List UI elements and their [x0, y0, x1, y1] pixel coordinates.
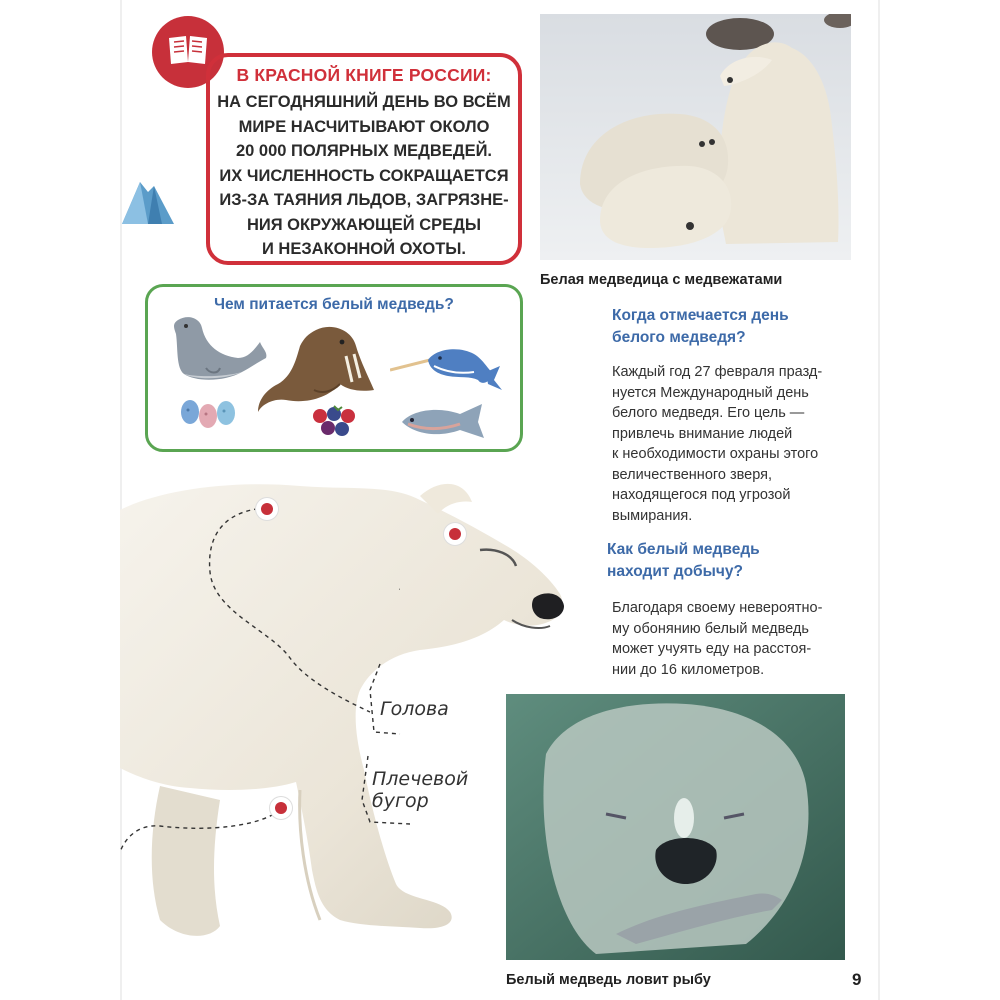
- walrus-icon: [256, 320, 378, 416]
- question-1-title-line: белого медведя?: [612, 329, 746, 346]
- label-head: Голова: [380, 698, 449, 720]
- question-2-line: нии до 16 километров.: [612, 661, 765, 678]
- question-2-title-line: Как белый медведь: [607, 541, 760, 558]
- fish-icon: [398, 400, 490, 442]
- red-book-line: НА СЕГОДНЯШНИЙ ДЕНЬ ВО ВСЁМ: [217, 93, 511, 111]
- page-edge-right: [878, 0, 880, 1000]
- seal-icon: [166, 312, 270, 386]
- question-1-title: [612, 305, 789, 349]
- bears-photo: [540, 14, 851, 260]
- question-2-title: [607, 539, 760, 583]
- question-1-line: находящегося под угрозой: [612, 487, 791, 503]
- bears-photo-caption: Белая медведица с медвежатами: [540, 272, 783, 288]
- diet-box-title: Чем питается белый медведь?: [214, 296, 454, 313]
- marker-eye-dot: [444, 523, 466, 545]
- label-shoulder-line2: бугор: [372, 790, 429, 812]
- question-2-line: может учуять еду на расстоя-: [612, 641, 812, 657]
- label-brackets: [340, 660, 420, 860]
- narwhal-icon: [390, 330, 502, 394]
- berries-icon: [306, 404, 368, 440]
- question-2-title-line: находит добычу?: [607, 563, 743, 580]
- fishing-bear-photo: [506, 694, 845, 960]
- label-shoulder-line1: Плечевой: [372, 768, 469, 790]
- question-2-text: [612, 598, 822, 680]
- question-1-line: вымирания.: [612, 507, 693, 524]
- red-book-line: МИРЕ НАСЧИТЫВАЮТ ОКОЛО: [238, 117, 490, 136]
- question-2-line: му обонянию белый медведь: [612, 620, 809, 637]
- marker-shoulder-dot: [270, 797, 292, 819]
- question-1-line: привлечь внимание людей: [612, 425, 793, 442]
- red-book-text: [206, 90, 522, 262]
- question-1-line: величественного зверя,: [612, 466, 772, 483]
- red-book-line: ИХ ЧИСЛЕННОСТЬ СОКРАЩАЕТСЯ: [219, 166, 509, 185]
- question-1-line: к необходимости охраны этого: [612, 446, 819, 462]
- question-1-line: Каждый год 27 февраля празд-: [612, 364, 823, 380]
- iceberg-icon: [118, 176, 178, 228]
- red-book-line: ИЗ-ЗА ТАЯНИЯ ЛЬДОВ, ЗАГРЯЗНЕ-: [219, 191, 509, 209]
- question-2-line: Благодаря своему невероятно-: [612, 600, 823, 616]
- red-book-line: НИЯ ОКРУЖАЮЩЕЙ СРЕДЫ: [246, 215, 482, 234]
- question-1-text: [612, 362, 822, 526]
- open-book-icon: [166, 32, 210, 68]
- red-book-line: 20 000 ПОЛЯРНЫХ МЕДВЕДЕЙ.: [235, 142, 493, 160]
- red-book-line: И НЕЗАКОННОЙ ОХОТЫ.: [261, 240, 467, 258]
- eggs-icon: [178, 396, 240, 432]
- page-number: 9: [852, 970, 862, 989]
- red-book-title: В КРАСНОЙ КНИГЕ РОССИИ:: [236, 65, 492, 85]
- question-1-title-line: Когда отмечается день: [612, 307, 789, 324]
- question-1-line: белого медведя. Его цель —: [612, 405, 805, 421]
- question-1-line: нуется Международный день: [612, 384, 809, 401]
- marker-head-dot: [256, 498, 278, 520]
- fishing-bear-caption: Белый медведь ловит рыбу: [506, 972, 711, 988]
